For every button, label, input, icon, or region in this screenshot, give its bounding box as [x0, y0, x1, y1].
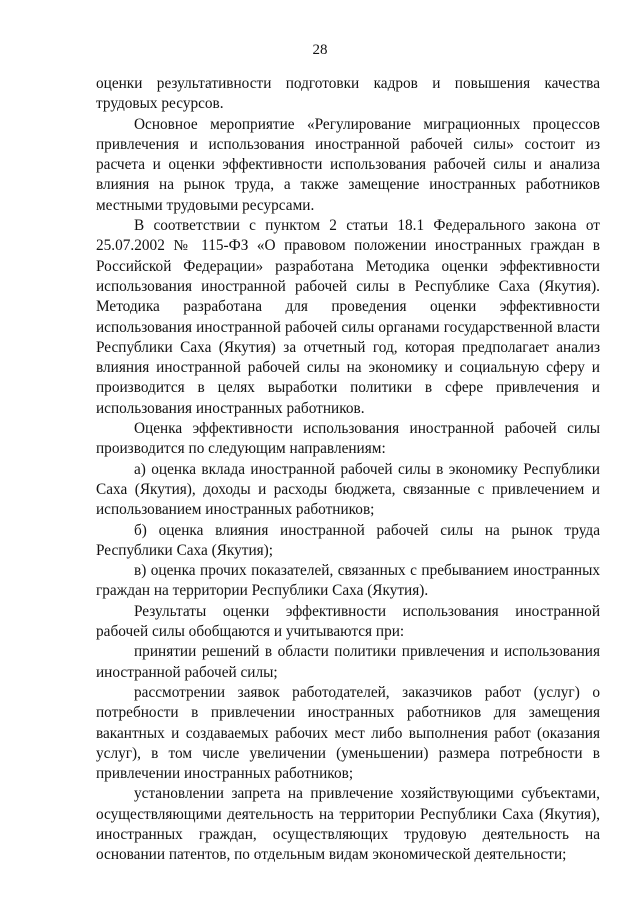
paragraph: установлении запрета на привлечение хозяйствующими субъектами, осуществляющими деятельность на территории Республики Саха (Якутия), иностранных граждан, осуществляющих трудовую деятельность на основании патентов, по отдельным видам экономической деятельности; [96, 785, 600, 864]
paragraph: принятии решений в области политики привлечения и использования иностранной рабочей силы; [96, 643, 600, 681]
paragraph: В соответствии с пунктом 2 статьи 18.1 Федерального закона от 25.07.2002 № 115-ФЗ «О правовом положении иностранных граждан в Российской Федерации» разработана Методика оценки эффективности использования иностранной рабочей силы в Республике Саха (Якутия). Методика разработана для проведения оценки эффективности использования иностранной рабочей силы органами государственной власти Республики Саха (Якутия) за отчетный год, которая предполагает анализ влияния иностранной рабочей силы на экономику и социальную сферу и производится в целях выработки политики в сфере привлечения и использования иностранных работников. [96, 217, 600, 417]
document-body [96, 74, 600, 866]
paragraph: в) оценка прочих показателей, связанных с пребыванием иностранных граждан на территории Республики Саха (Якутия). [96, 562, 600, 600]
paragraph: оценки результативности подготовки кадров и повышения качества трудовых ресурсов. [96, 75, 600, 113]
paragraph: б) оценка влияния иностранной рабочей силы на рынок труда Республики Саха (Якутия); [96, 521, 600, 559]
page-number: 28 [312, 42, 328, 58]
paragraph: Оценка эффективности использования иностранной рабочей силы производится по следующим направлениям: [96, 420, 600, 458]
paragraph: а) оценка вклада иностранной рабочей силы в экономику Республики Саха (Якутия), доходы и расходы бюджета, связанные с привлечением и использованием иностранных работников; [96, 460, 600, 519]
paragraph: рассмотрении заявок работодателей, заказчиков работ (услуг) о потребности в привлечении иностранных работников для замещения вакантных и создаваемых рабочих мест либо выполнения работ (оказания услуг), в том числе увеличении (уменьшении) размера потребности в привлечении иностранных работников; [96, 683, 600, 783]
paragraph: Основное мероприятие «Регулирование миграционных процессов привлечения и использования иностранной рабочей силы» состоит из расчета и оценки эффективности использования рабочей силы и анализа влияния на рынок труда, а также замещение иностранных работников местными трудовыми ресурсами. [96, 115, 600, 214]
paragraph: Результаты оценки эффективности использования иностранной рабочей силы обобщаются и учитываются при: [96, 602, 600, 641]
